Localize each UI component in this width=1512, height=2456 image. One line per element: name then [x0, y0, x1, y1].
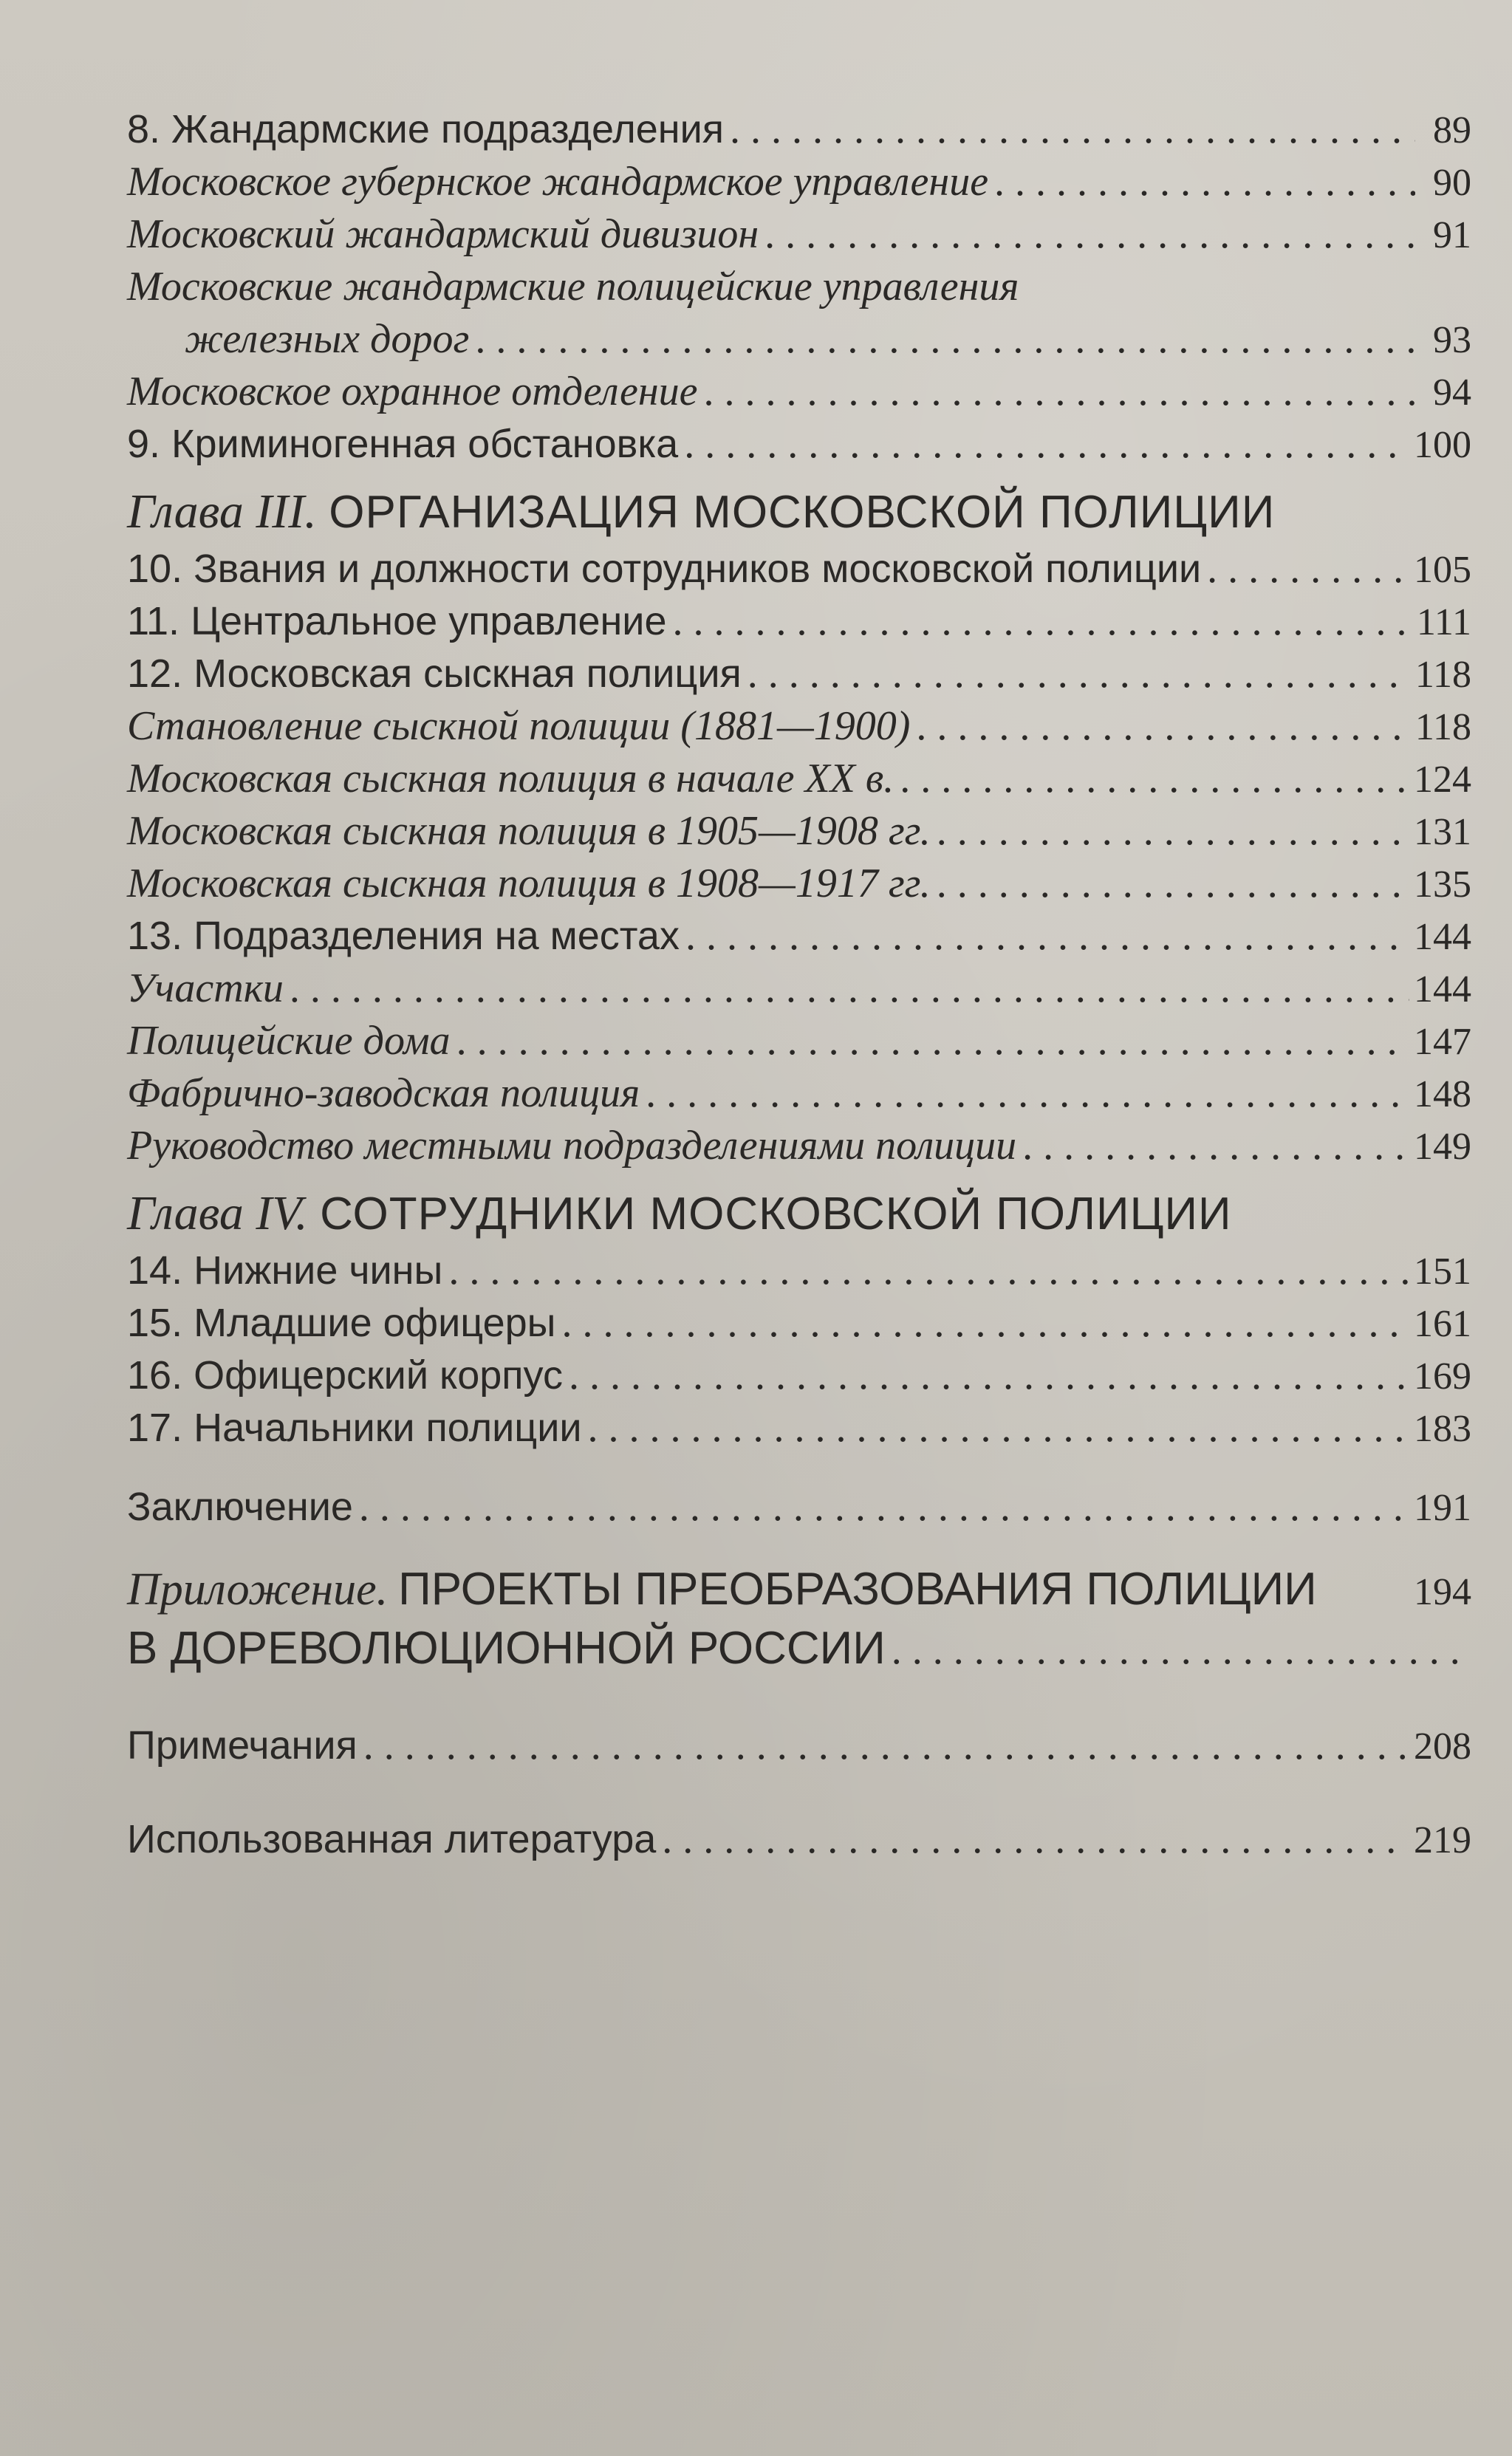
toc-entry[interactable] [127, 103, 1471, 156]
leader-dots [994, 156, 1415, 208]
toc-entry-title: Руководство местными подразделениями полиции [127, 1123, 1017, 1169]
toc-entry-title: 8. Жандармские подразделения [127, 107, 725, 151]
chapter-title: ОРГАНИЗАЦИЯ МОСКОВСКОЙ ПОЛИЦИИ [329, 487, 1276, 538]
toc-entry-page: 151 [1414, 1251, 1471, 1293]
toc-entry-title: Фабрично-заводская полиция [127, 1070, 640, 1116]
leader-dots [937, 805, 1409, 858]
toc-entry-title: Становление сыскной полиции (1881—1900) [127, 703, 911, 749]
toc-entry-title: 15. Младшие офицеры [127, 1301, 556, 1345]
toc-entry-page: 89 [1433, 109, 1471, 151]
toc-entry-title: Московская сыскная полиция в начале XX в. [127, 756, 894, 801]
toc-entry-title: Примечания [127, 1723, 358, 1768]
leader-dots [448, 1245, 1409, 1297]
leader-dots [475, 313, 1415, 366]
toc-entry-page: 94 [1433, 372, 1471, 414]
toc-entry[interactable] [127, 543, 1471, 595]
leader-dots [748, 648, 1411, 700]
toc-entry[interactable] [127, 1350, 1471, 1402]
toc-entry-title: Московское охранное отделение [127, 369, 698, 414]
toc-entry-page: 144 [1414, 916, 1471, 958]
toc-entry[interactable] [127, 1402, 1471, 1454]
toc-entry-appendix[interactable] [127, 1560, 1477, 1678]
toc-entry[interactable] [127, 1297, 1471, 1350]
toc-entry-title: 13. Подразделения на местах [127, 914, 680, 958]
toc-entry-page: 135 [1414, 863, 1471, 906]
toc-entry[interactable] [127, 208, 1471, 261]
toc-entry-page: 169 [1414, 1355, 1471, 1398]
toc-entry[interactable] [127, 753, 1471, 805]
leader-dots [937, 858, 1409, 910]
toc-entry-title: 14. Нижние чины [127, 1248, 443, 1293]
appendix-title-line-2: В ДОРЕВОЛЮЦИОННОЙ РОССИИ [127, 1623, 886, 1674]
toc-entry-page: 219 [1414, 1819, 1471, 1861]
toc-entry-title: Полицейские дома [127, 1018, 451, 1064]
leader-dots [588, 1402, 1409, 1454]
toc-entry-page: 194 [1414, 1571, 1471, 1613]
toc-entry-literature[interactable] [127, 1813, 1471, 1866]
leader-dots [363, 1720, 1409, 1772]
appendix-label: Приложение. [127, 1564, 389, 1615]
toc-entry-title: Московский жандармский дивизион [127, 211, 759, 257]
leader-dots [561, 1297, 1409, 1350]
toc-entry[interactable] [127, 418, 1471, 471]
leader-dots [916, 700, 1411, 753]
chapter-heading[interactable] [127, 1183, 1477, 1245]
leader-dots [704, 366, 1416, 418]
toc-entry[interactable] [127, 962, 1471, 1015]
toc-entry-page: 118 [1414, 706, 1471, 748]
toc-entry-page: 161 [1414, 1303, 1471, 1345]
toc-entry[interactable] [127, 1120, 1471, 1172]
leader-dots [662, 1813, 1409, 1866]
leader-dots [1022, 1120, 1409, 1172]
toc-entry-page: 183 [1414, 1408, 1471, 1450]
leader-dots [290, 962, 1409, 1015]
leader-dots [1207, 543, 1409, 595]
toc-entry-page: 124 [1414, 759, 1471, 801]
toc-entry-title: 9. Криминогенная обстановка [127, 422, 679, 466]
toc-entry-title: Московское губернское жандармское управление [127, 159, 989, 205]
toc-entry-title: 17. Начальники полиции [127, 1406, 582, 1450]
toc-entry[interactable] [127, 1015, 1471, 1067]
toc-entry-notes[interactable] [127, 1720, 1471, 1772]
chapter-label: Глава III. [127, 485, 317, 538]
toc-entry-page: 93 [1433, 319, 1471, 361]
toc-entry-title: 12. Московская сыскная полиция [127, 651, 742, 696]
toc-entry-title: 11. Центральное управление [127, 599, 667, 643]
appendix-title-line-1: ПРОЕКТЫ ПРЕОБРАЗОВАНИЯ ПОЛИЦИИ [398, 1564, 1317, 1615]
toc-entry-page: 149 [1414, 1126, 1471, 1168]
spacer [127, 1533, 1477, 1560]
spacer [127, 1772, 1477, 1813]
leader-dots [569, 1350, 1409, 1402]
toc-entry-page: 147 [1414, 1021, 1471, 1063]
leader-dots [359, 1481, 1409, 1533]
toc-entry-title: железных дорог [185, 316, 470, 362]
toc-entry[interactable] [127, 1245, 1471, 1297]
toc-entry-page: 91 [1433, 214, 1471, 256]
spacer [127, 1678, 1477, 1720]
toc-entry[interactable] [127, 366, 1471, 418]
leader-dots [730, 103, 1415, 156]
toc-entry-title: 16. Офицерский корпус [127, 1353, 563, 1398]
toc-entry[interactable] [127, 261, 1471, 313]
toc-entry-page: 191 [1414, 1487, 1471, 1529]
toc-entry[interactable] [127, 156, 1471, 208]
toc-entry-title: Использованная литература [127, 1817, 657, 1861]
toc-entry[interactable] [127, 805, 1471, 858]
toc-entry-title: Заключение [127, 1485, 353, 1529]
toc-entry-page: 111 [1416, 601, 1471, 643]
toc-entry-page: 105 [1414, 549, 1471, 591]
toc-entry-title: Московские жандармские полицейские управления [127, 264, 1019, 309]
leader-dots [673, 595, 1412, 648]
chapter-label: Глава IV. [127, 1186, 308, 1240]
toc-entry-page: 100 [1414, 424, 1471, 466]
toc-entry-page: 131 [1414, 811, 1471, 853]
toc-entry-conclusion[interactable] [127, 1481, 1471, 1533]
leader-dots [900, 753, 1409, 805]
toc-entry-title: 10. Звания и должности сотрудников московской полиции [127, 547, 1202, 591]
toc-entry-page: 148 [1414, 1073, 1471, 1115]
leader-dots [892, 1621, 1467, 1680]
toc-entry-title: Участки [127, 965, 284, 1011]
chapter-title: СОТРУДНИКИ МОСКОВСКОЙ ПОЛИЦИИ [320, 1188, 1232, 1239]
toc-entry-page: 118 [1414, 654, 1471, 696]
toc-entry[interactable] [127, 648, 1471, 700]
toc-entry-page: 208 [1414, 1725, 1471, 1768]
toc-entry-title: Московская сыскная полиция в 1908—1917 гг. [127, 861, 931, 906]
toc-entry[interactable] [127, 910, 1471, 962]
toc-entry[interactable] [127, 595, 1471, 648]
spacer [127, 1454, 1477, 1481]
leader-dots [685, 910, 1409, 962]
toc-entry-continuation[interactable] [127, 313, 1471, 366]
toc-entry-page: 90 [1433, 162, 1471, 204]
toc-entry[interactable] [127, 700, 1471, 753]
leader-dots [764, 208, 1415, 261]
table-of-contents [127, 103, 1477, 1866]
toc-entry[interactable] [127, 858, 1471, 910]
toc-entry[interactable] [127, 1067, 1471, 1120]
leader-dots [646, 1067, 1409, 1120]
toc-entry-page: 144 [1414, 968, 1471, 1010]
chapter-heading[interactable] [127, 481, 1477, 543]
toc-entry-title: Московская сыскная полиция в 1905—1908 гг. [127, 808, 931, 854]
appendix-line-1 [127, 1560, 1471, 1619]
leader-dots [684, 418, 1409, 471]
appendix-line-2 [127, 1619, 1471, 1678]
leader-dots [456, 1015, 1409, 1067]
